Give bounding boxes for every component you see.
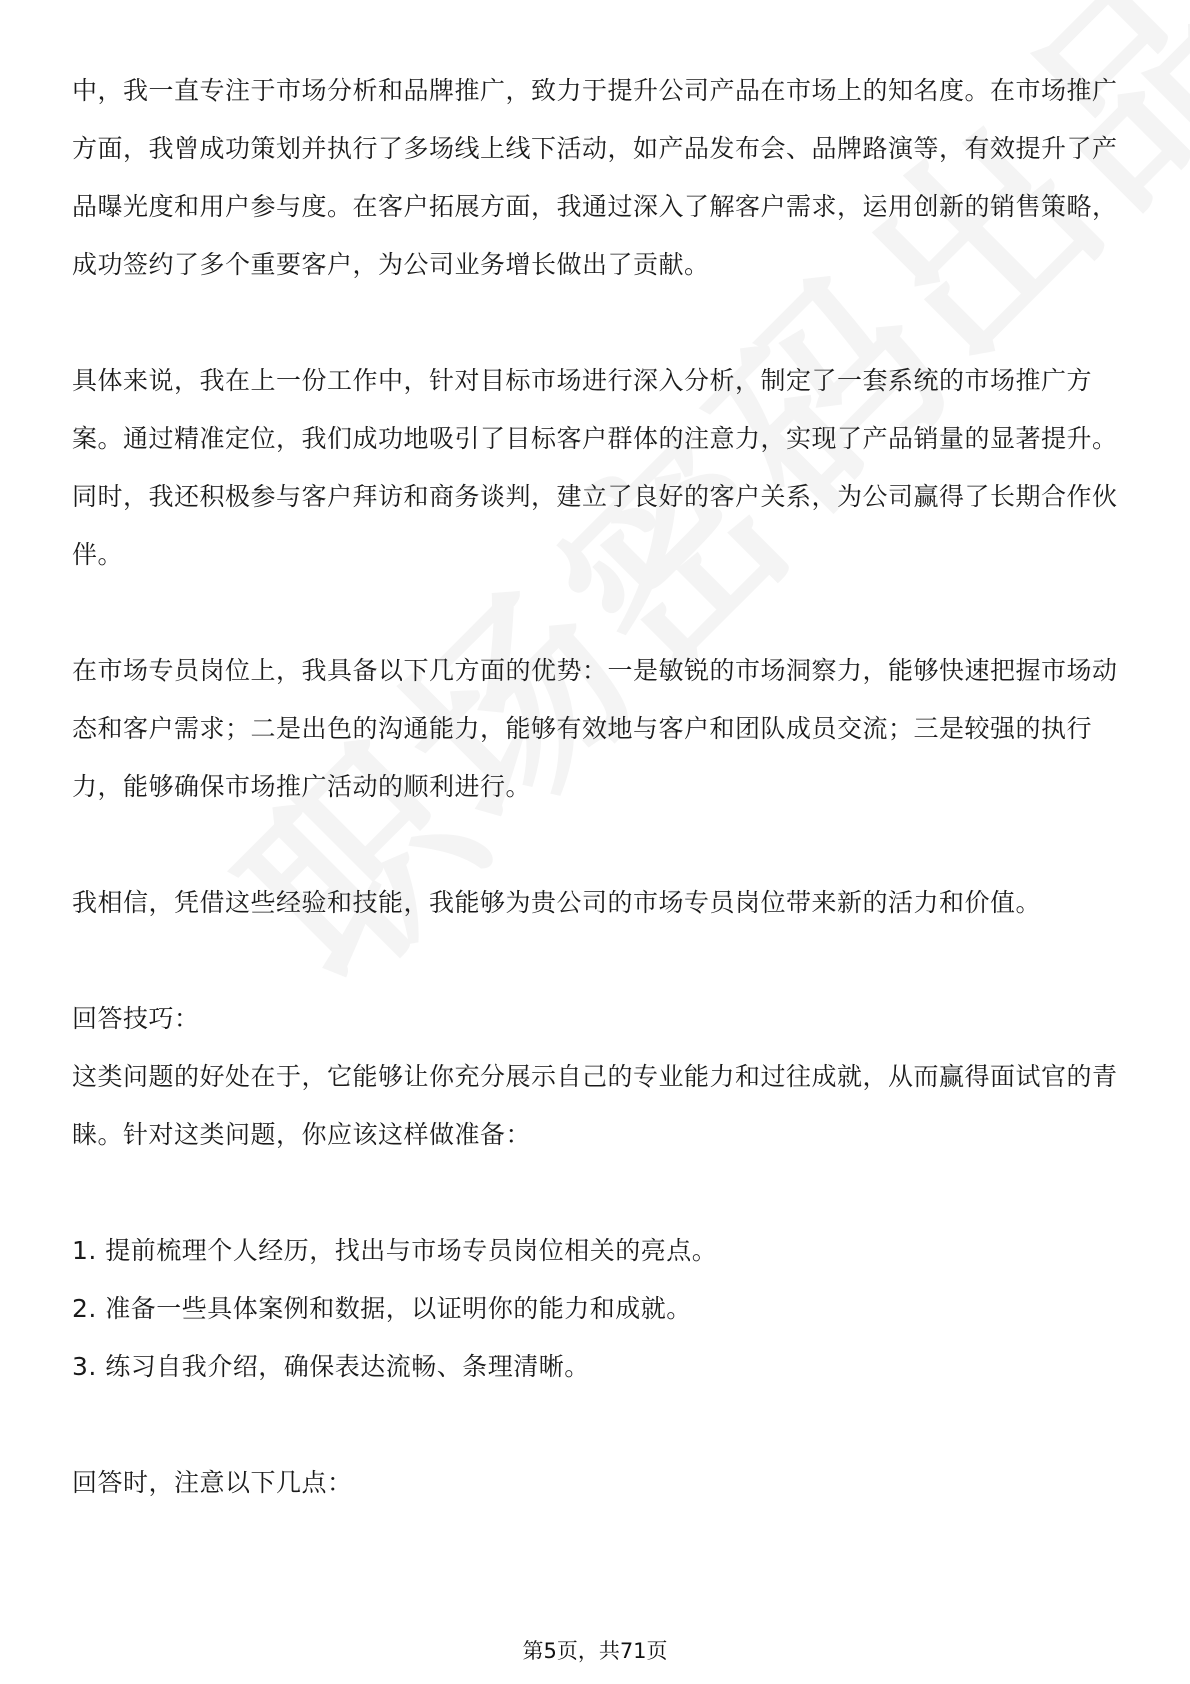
list-item: 1. 提前梳理个人经历，找出与市场专员岗位相关的亮点。 (72, 1236, 718, 1265)
paragraph-strengths: 在市场专员岗位上，我具备以下几方面的优势：一是敏锐的市场洞察力，能够快速把握市场动态和客户需求；二是出色的沟通能力，能够有效地与客户和团队成员交流；三是较强的执行力，能够确保市场推广活动的顺利进行。 (72, 656, 1118, 801)
paragraph-experience: 中，我一直专注于市场分析和品牌推广，致力于提升公司产品在市场上的知名度。在市场推广方面，我曾成功策划并执行了多场线上线下活动，如产品发布会、品牌路演等，有效提升了产品曝光度和用户参与度。在客户拓展方面，我通过深入了解客户需求，运用创新的销售策略，成功签约了多个重要客户，为公司业务增长做出了贡献。 (72, 76, 1118, 279)
tips-heading: 回答技巧： (72, 1004, 200, 1033)
tips-intro: 这类问题的好处在于，它能够让你充分展示自己的专业能力和过往成就，从而赢得面试官的青睐。针对这类问题，你应该这样做准备： (72, 1062, 1118, 1149)
paragraph-details: 具体来说，我在上一份工作中，针对目标市场进行深入分析，制定了一套系统的市场推广方案。通过精准定位，我们成功地吸引了目标客户群体的注意力，实现了产品销量的显著提升。同时，我还积极参与客户拜访和商务谈判，建立了良好的客户关系，为公司赢得了长期合作伙伴。 (72, 366, 1118, 569)
list-item: 2. 准备一些具体案例和数据，以证明你的能力和成就。 (72, 1294, 692, 1323)
list-item: 3. 练习自我介绍，确保表达流畅、条理清晰。 (72, 1352, 590, 1381)
paragraph-gap (72, 816, 1122, 874)
document-body (72, 62, 1122, 1512)
paragraph-conclusion: 我相信，凭借这些经验和技能，我能够为贵公司的市场专员岗位带来新的活力和价值。 (72, 888, 1042, 917)
paragraph-gap (72, 1164, 1122, 1222)
paragraph-gap (72, 584, 1122, 642)
paragraph-gap (72, 932, 1122, 990)
notes-heading: 回答时，注意以下几点： (72, 1468, 353, 1497)
page-number: 第5页，共71页 (522, 1639, 668, 1663)
paragraph-gap (72, 1396, 1122, 1454)
paragraph-gap (72, 294, 1122, 352)
